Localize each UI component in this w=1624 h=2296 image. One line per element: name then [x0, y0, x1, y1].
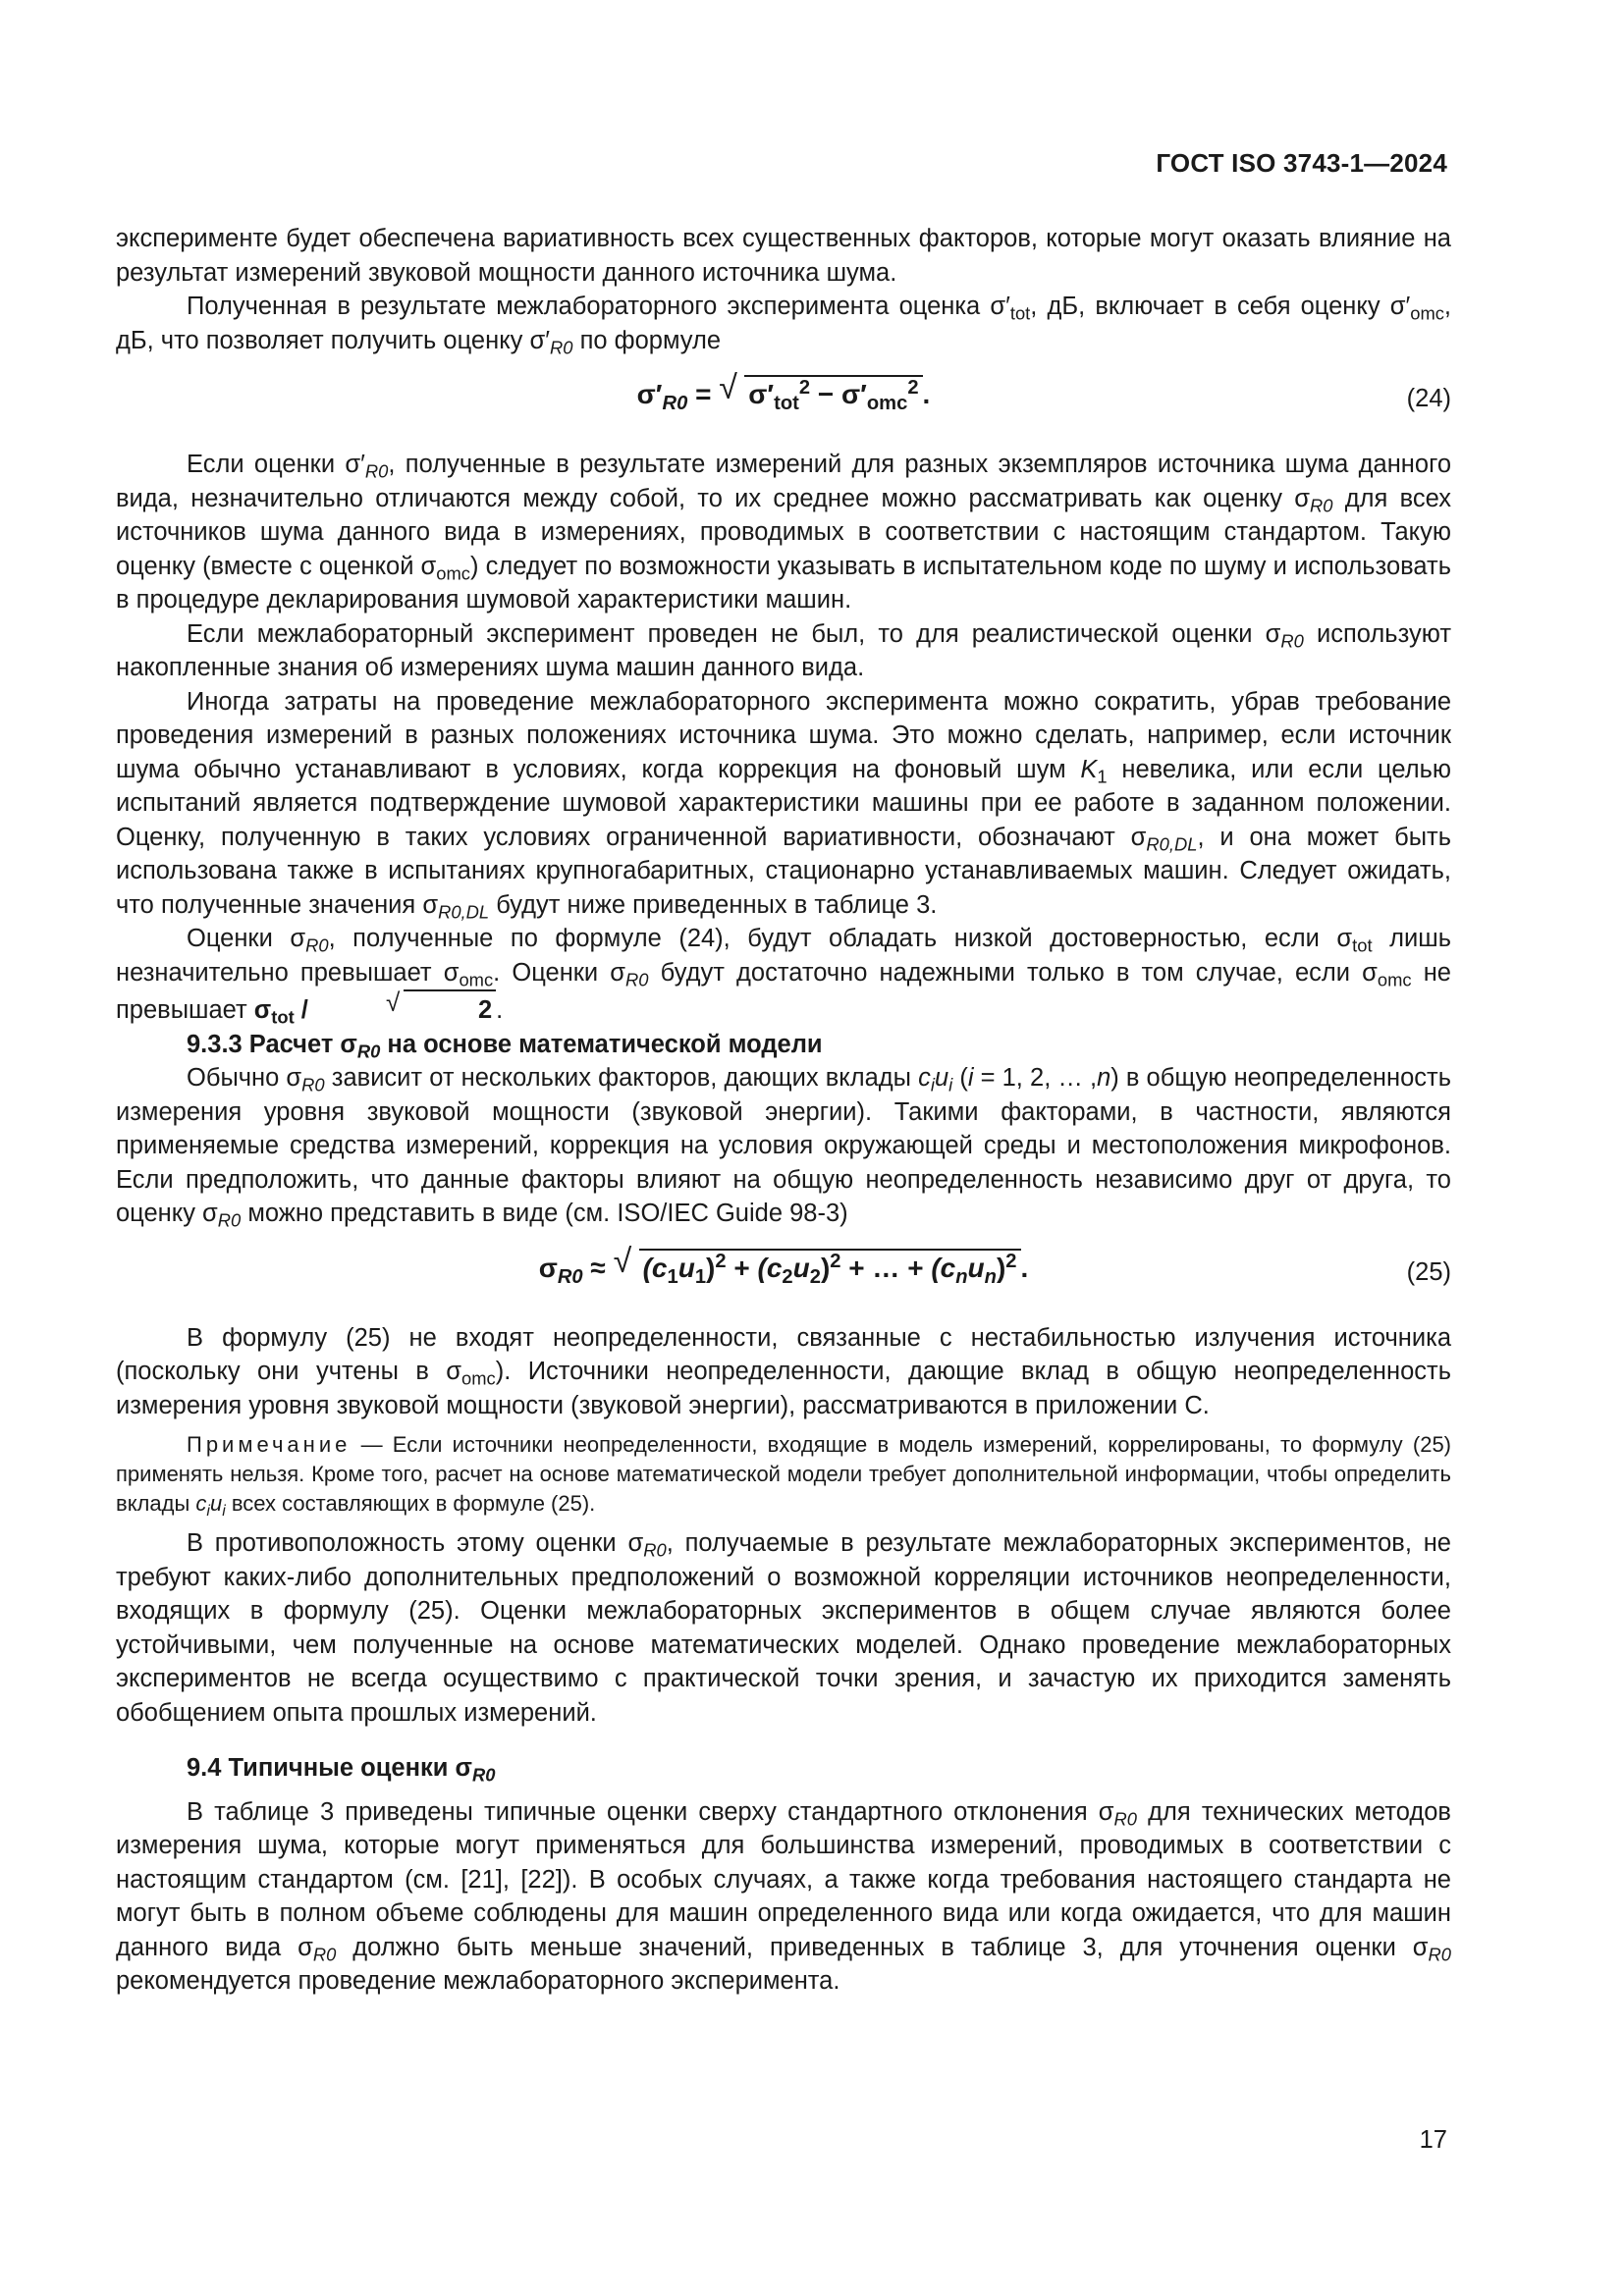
paragraph-9: В противоположность этому оценки $\sigma_{R0}$, получаемые в результате межлабораторных экспериментов, не требуют каких-либо дополнительных предположений о возможной корреляции источников неопределенности, входящих в формулу (25). Оценки межлабораторных экспериментов в общем случае являются более устойчивыми, чем полученные на основе математических моделей. Однако проведение межлабораторных экспериментов не всегда осуществимо с практической точки зрения, и зачастую их приходится заменять обобщением опыта прошлых измерений.: [116, 1529, 1451, 1727]
formula-25-body: $\sigma_{R0}$ ≈ √ $(c_1u_1)^2 + (c_2u_2)^2$ + … + $(c_nu_n)^2$ .: [538, 1242, 1029, 1288]
paragraph-2: Полученная в результате межлабораторного эксперимента оценка $\sigma'_{tot}$, дБ, включает в себя оценку $\sigma'_{omc}$, дБ, что позволяет получить оценку $\sigma'_{R0}$ по формуле: [116, 293, 1452, 357]
page-number: 17: [1419, 2126, 1447, 2154]
paragraph-5: Иногда затраты на проведение межлабораторного эксперимента можно сократить, убрав требование проведения измерений в разных положениях источника шума. Это можно сделать, например, если источник шума обычно устанавливают в условиях, когда коррекция на фоновый шум $K_1$ невелика, или если целью испытаний является подтверждение шумовой характеристики машины при ее работе в заданном положении. Оценку, полученную в таких условиях ограниченной вариативности, обозначают $\sigma_{R0,DL}$, и она может быть использована также в испытаниях крупногабаритных, стационарно устанавливаемых машин. Следует ожидать, что полученные значения $\sigma_{R0,DL}$ будут ниже приведенных в таблице 3.: [116, 687, 1452, 922]
paragraph-8: В формулу (25) не входят неопределенности, связанные с нестабильностью излучения источника (поскольку они учтены в $\sigma_{omc}$). Источники неопределенности, дающие вклад в общую неопределенность измерения уровня звуковой мощности (звуковой энергии), рассматриваются в приложении C.: [116, 1323, 1451, 1419]
standard-header: ГОСТ ISO 3743-1—2024: [1156, 148, 1447, 178]
note-label: Примечание: [187, 1432, 352, 1457]
paragraph-3: Если оценки $\sigma'_{R0}$, полученные в результате измерений для разных экземпляров источника шума данного вида, незначительно отличаются между собой, то их среднее можно рассматривать как оценку $\sigma_{R0}$ для всех источников шума данного вида в измерениях, проводимых в соответствии с настоящим стандартом. Такую оценку (вместе с оценкой $\sigma_{omc}$) следует по возможности указывать в испытательном коде по шуму и использовать в процедуре декларирования шумовой характеристики машин.: [116, 451, 1451, 614]
paragraph-7: Обычно $\sigma_{R0}$ зависит от нескольких факторов, дающих вклады $c_iu_i$ (i = 1, 2, … ,n) в общую неопределенность измерения уровня звуковой мощности (звуковой энергии). Такими факторами, в частности, являются применяемые средства измерений, коррекция на условия окружающей среды и местоположения микрофонов. Если предположить, что данные факторы влияют на общую неопределенность независимо друг от друга, то оценку $\sigma_{R0}$ можно представить в виде (см. ISO/IEC Guide 98-3): [116, 1064, 1451, 1231]
page-content: [116, 222, 1451, 1999]
paragraph-1: эксперименте будет обеспечена вариативность всех существенных факторов, которые могут оказать влияние на результат измерений звуковой мощности данного источника шума.: [116, 225, 1451, 287]
paragraph-6: Оценки $\sigma_{R0}$, полученные по формуле (24), будут обладать низкой достоверностью, если $\sigma_{tot}$ лишь незначительно превышает $\sigma_{omc}$. Оценки $\sigma_{R0}$ будут достаточно надежными только в том случае, если $\sigma_{omc}$ не превышает $\sigma_{tot}$ / √ 2 .: [116, 925, 1451, 1028]
note: Примечание — Если источники неопределенности, входящие в модель измерений, коррелированы, то формулу (25) применять нельзя. Кроме того, расчет на основе математической модели требует дополнительной информации, чтобы определить вклады $c_iu_i$ всех составляющих в формуле (25).: [116, 1432, 1451, 1520]
paragraph-4: Если межлабораторный эксперимент проведен не был, то для реалистической оценки $\sigma_{R0}$ используют накопленные знания об измерениях шума машин данного вида.: [116, 619, 1451, 681]
sqrt-sign: √ $\sigma'_{tot}^2 - \sigma'_{omc}^2$: [719, 375, 922, 410]
formula-24-body: $\sigma'_{R0}$ = √ $\sigma'_{tot}^2 - \sigma'_{omc}^2$ .: [636, 369, 931, 415]
formula-25: [116, 1239, 1451, 1308]
section-9-3-3-title: 9.3.3 Расчет $\sigma_{R0}$ на основе математической модели: [187, 1030, 823, 1061]
formula-24-number: (24): [1406, 385, 1451, 412]
formula-24: [116, 365, 1451, 434]
section-9-4-title: 9.4 Типичные оценки $\sigma_{R0}$: [187, 1754, 496, 1786]
paragraph-10: В таблице 3 приведены типичные оценки сверху стандартного отклонения $\sigma_{R0}$ для технических методов измерения шума, которые могут применяться для большинства измерений, проводимых в соответствии с настоящим стандартом (см. [21], [22]). В особых случаях, а также когда требования настоящего стандарта не могут быть в полном объеме соблюдены для машин определенного вида или когда ожидается, что для машин данного вида $\sigma_{R0}$ должно быть меньше значений, приведенных в таблице 3, для уточнения оценки $\sigma_{R0}$ рекомендуется проведение межлабораторного эксперимента.: [116, 1797, 1451, 1995]
ratio-expression: $\sigma_{tot}$ / √ 2: [254, 996, 496, 1024]
formula-25-number: (25): [1406, 1257, 1451, 1286]
